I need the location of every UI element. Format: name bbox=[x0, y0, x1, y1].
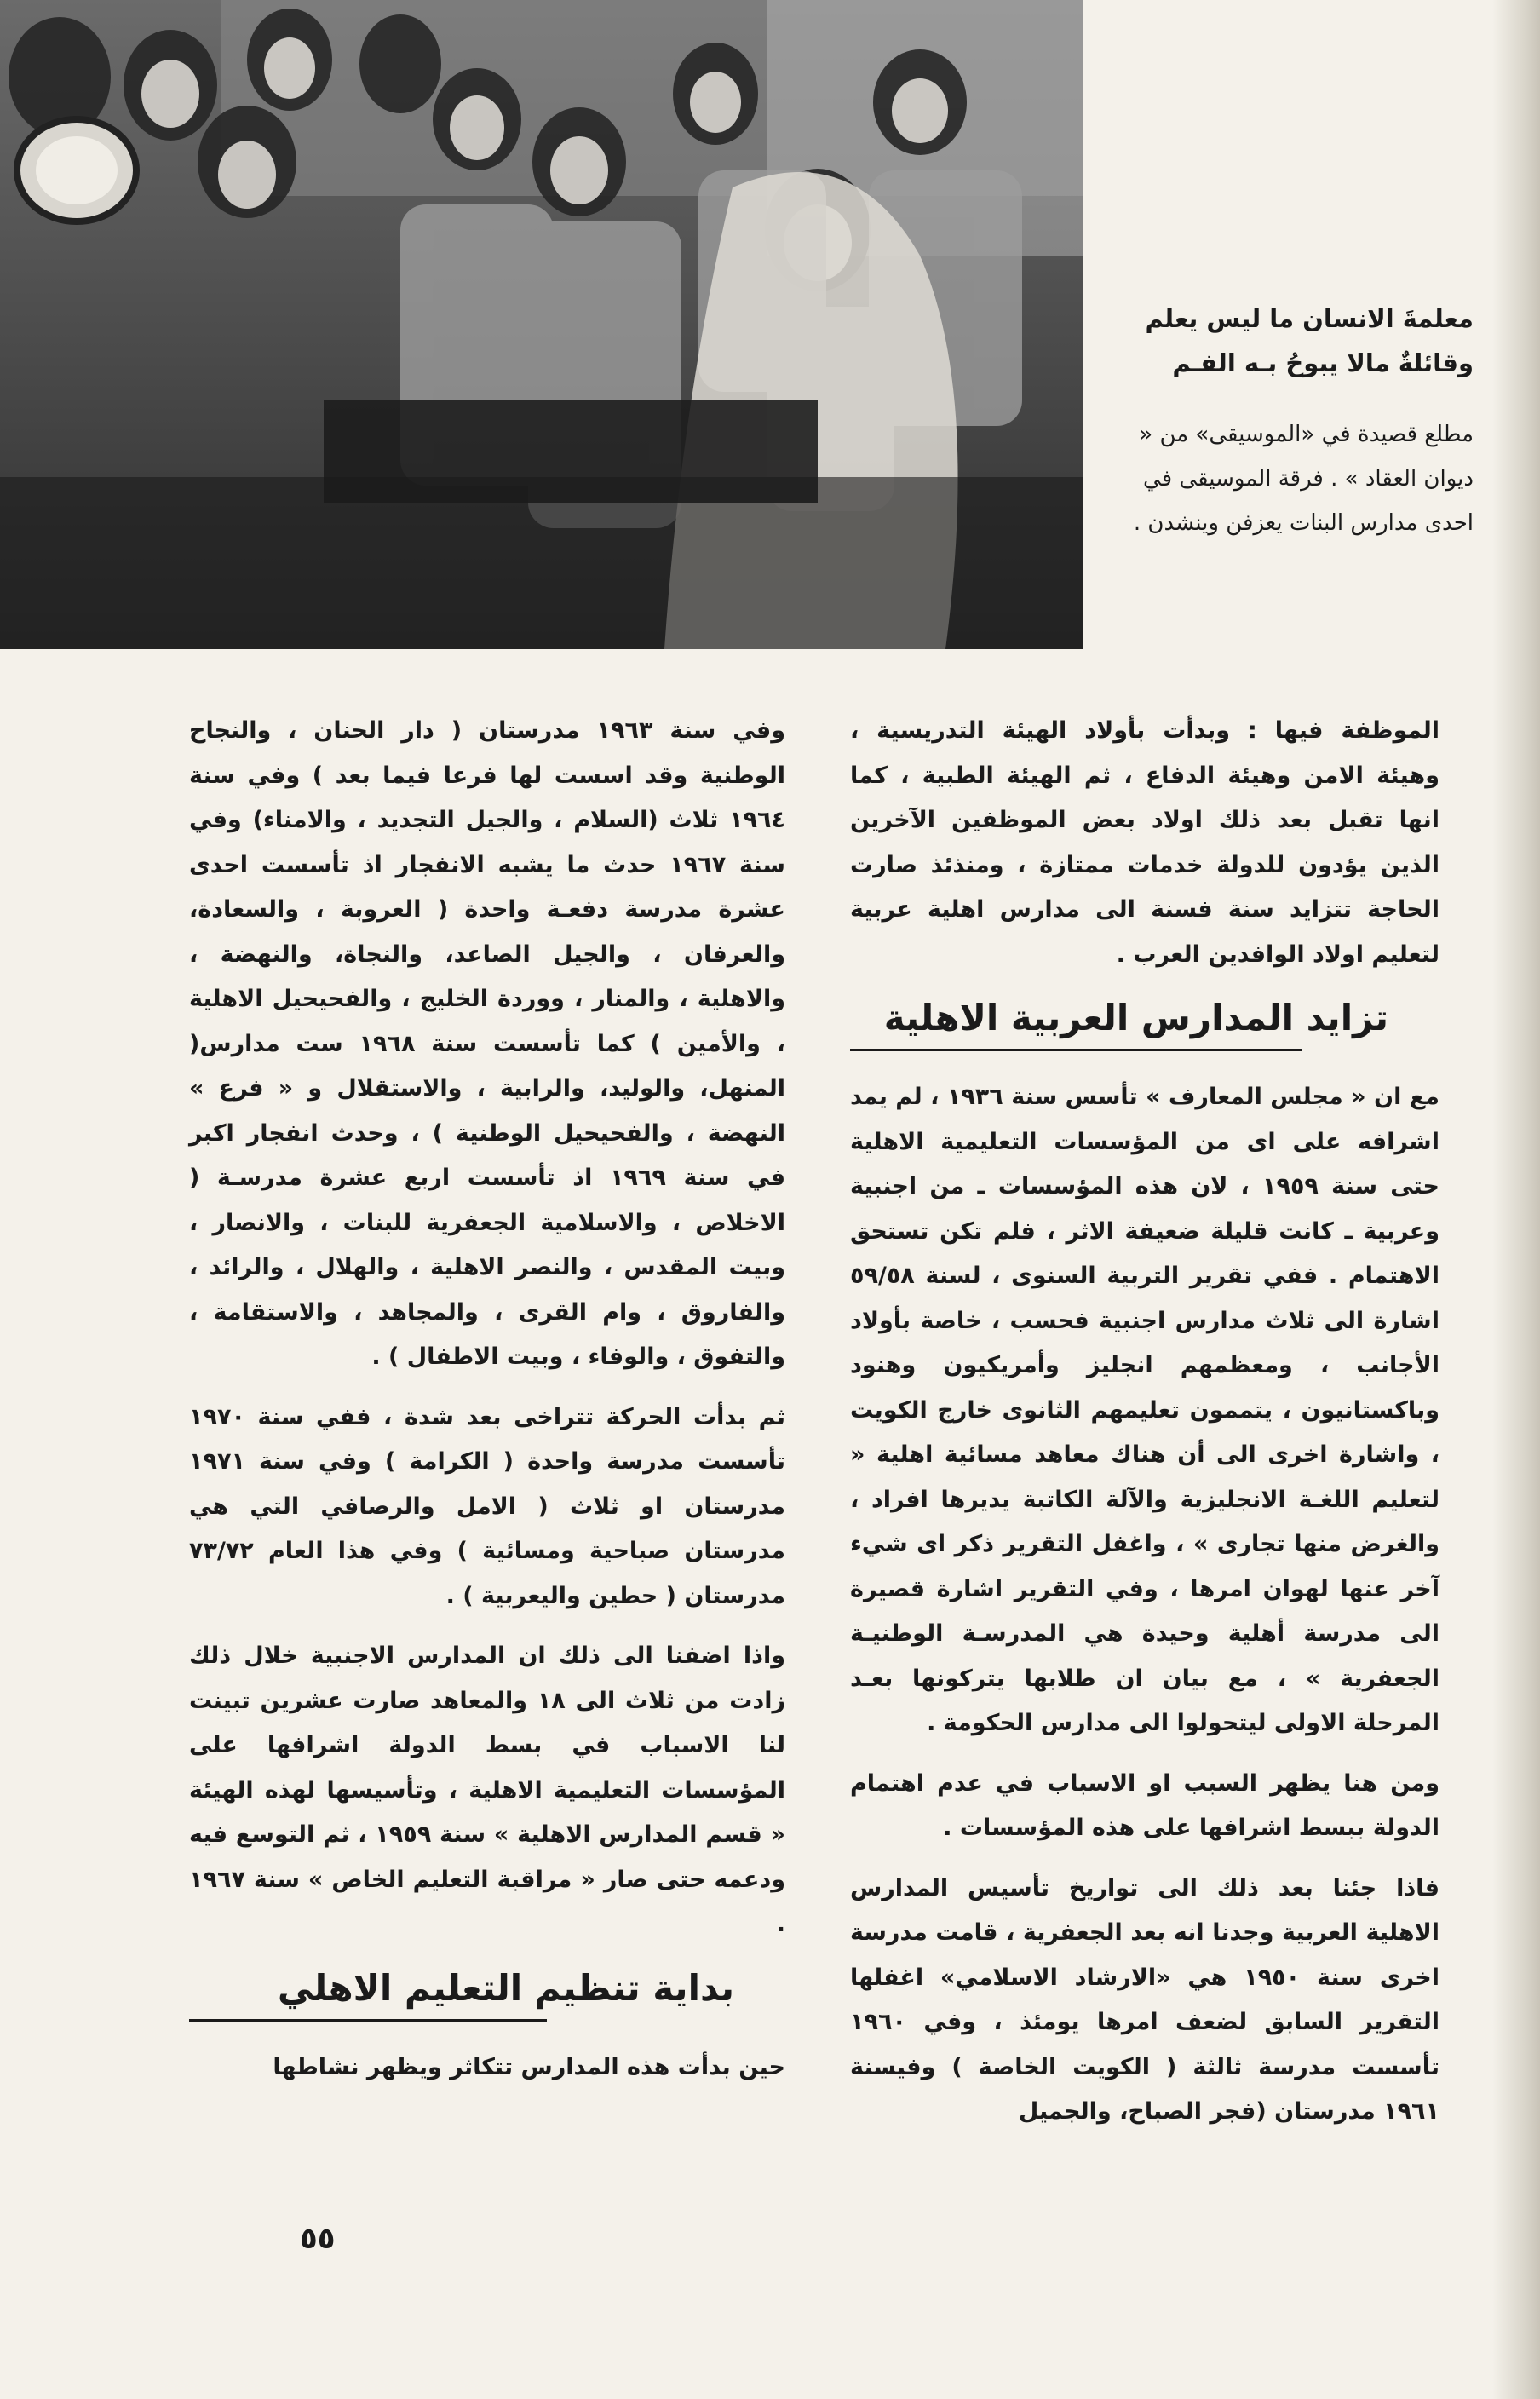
paragraph: ومن هنا يظهر السبب او الاسباب في عدم اهتمام الدولة ببسط اشرافها على هذه المؤسسات . bbox=[850, 1769, 1439, 1841]
verse-line-1: معلمةَ الانسان ما ليس يعلم bbox=[1145, 304, 1474, 333]
page-number: ٥٥ bbox=[300, 2222, 336, 2256]
verse-line-2: وقائلةٌ مالا يبوحُ بـه الفـم bbox=[1172, 348, 1474, 377]
paragraph: الموظفة فيها : وبدأت بأولاد الهيئة التدريسية ، وهيئة الامن وهيئة الدفاع ، ثم الهيئة الطبية ، كما انها تقبل بعد ذلك اولاد بعض الموظفين الآخرين الذين يؤدون للدولة خدمات ممتازة ، ومنذئذ صارت الحاجة تتزايد سنة فسنة الى مدارس اهلية عربية لتعليم اولاد الوافدين العرب . bbox=[850, 717, 1439, 968]
left-column bbox=[189, 709, 785, 2105]
paragraph: حين بدأت هذه المدارس تتكاثر ويظهر نشاطها bbox=[273, 2053, 785, 2080]
paragraph: فاذا جئنا بعد ذلك الى تواريخ تأسيس المدارس الاهلية العربية وجدنا انه بعد الجعفرية ، قامت مدرسة اخرى سنة ١٩٥٠ هي «الارشاد الاسلامي» اغفلها التقرير السابق لضعف امرها يومئذ ، وفي ١٩٦٠ تأسست مدرسة ثالثة ( الكويت الخاصة ) وفيسنة ١٩٦١ مدرستان (فجر الصباح، والجميل bbox=[850, 1874, 1439, 2125]
paragraph: مع ان « مجلس المعارف » تأسس سنة ١٩٣٦ ، لم يمد اشرافه على اى من المؤسسات التعليمية الاهلية حتى سنة ١٩٥٩ ، لان هذه المؤسسات ـ من اجنبية وعربية ـ كانت قليلة ضعيفة الاثر ، فلم تكن تستحق الاهتمام . ففي تقرير التربية السنوى ، لسنة ٥٩/٥٨ اشارة الى ثلاث مدارس اجنبية فحسب ، خاصة بأولاد الأجانب ، ومعظمهم انجليز وأمريكيون وهنود وباكستانيون ، يتممون تعليمهم الثانوى خارج الكويت ، واشارة اخرى الى أن هناك معاهد مسائية اهلية « لتعليم اللغـة الانجليزية والآلة الكاتبة يديرها افراد ، والغرض منها تجارى » ، واغفل التقرير ذكر اى شيء آخر عنها لهوان امرها ، وفي التقرير اشارة قصيرة الى مدرسة أهلية وحيدة هي المدرسـة الوطنيـة الجعفرية » ، مع بيان ان طلابها يتركونها بعـد المرحلة الاولى ليتحولوا الى مدارس الحكومة . bbox=[850, 1084, 1439, 1736]
music-band-photo bbox=[0, 0, 1083, 649]
paragraph: وفي سنة ١٩٦٣ مدرستان ( دار الحنان ، والنجاح الوطنية وقد اسست لها فرعا فيما بعد ) وفي سنة ١٩٦٤ ثلاث (السلام ، والجيل التجديد ، والامناء) وفي سنة ١٩٦٧ حدث ما يشبه الانفجار اذ تأسست احدى عشرة مدرسة دفعـة واحدة ( العروبة ، والسعادة، والعرفان ، والجيل الصاعد، والنجاة، والنهضة ، والاهلية ، والمنار ، ووردة الخليج ، والفحيحيل الاهلية ، والأمين ) كما تأسست سنة ١٩٦٨ ست مدارس( المنهل، والوليد، والرابية ، والاستقلال و « فرع » النهضة ، والفحيحيل الوطنية ) ، وحدث انفجار اكبر في سنة ١٩٦٩ اذ تأسست اربع عشرة مدرسـة ( الاخلاص ، والاسلامية الجعفرية للبنات ، والانصار ، وبيت المقدس ، والنصر الاهلية ، والهلال ، والرائد ، والفاروق ، وام القرى ، والمجاهد ، والاستقامة ، والتفوق ، والوفاء ، وبيت الاطفال ) . bbox=[189, 717, 786, 1370]
section-heading bbox=[189, 1963, 785, 2022]
section-heading-text: بداية تنظيم التعليم الاهلي bbox=[277, 1966, 734, 2009]
caption-text: مطلع قصيدة في «الموسيقى» من « ديوان العقاد » . فرقة الموسيقى في احدى مدارس البنات يعزفن وينشدن . bbox=[1133, 422, 1474, 536]
photo-illustration bbox=[0, 0, 1083, 649]
right-column bbox=[850, 709, 1439, 2150]
paragraph: ثم بدأت الحركة تتراخى بعد شدة ، ففي سنة ١٩٧٠ تأسست مدرسة واحدة ( الكرامة ) وفي سنة ١٩٧١ مدرستان او ثلاث ( الامل والرصافي التي هي مدرستان صباحية ومسائية ) وفي هذا العام ٧٣/٧٢ مدرستان ( حطين واليعربية ) . bbox=[189, 1403, 785, 1609]
page-edge-shadow bbox=[1492, 0, 1540, 2399]
section-heading bbox=[850, 992, 1439, 1051]
heading-underline bbox=[189, 2019, 547, 2022]
paragraph: واذا اضفنا الى ذلك ان المدارس الاجنبية خلال ذلك زادت من ثلاث الى ١٨ والمعاهد صارت عشرين تبينت لنا الاسباب في بسط الدولة اشرافها على المؤسسات التعليمية الاهلية ، وتأسيسها لهذه الهيئة « قسم المدارس الاهلية » سنة ١٩٥٩ ، ثم التوسع فيه ودعمه حتى صار « مراقبة التعليم الخاص » سنة ١٩٦٧ . bbox=[189, 1642, 785, 1937]
photo-caption bbox=[1107, 296, 1474, 545]
heading-underline bbox=[850, 1049, 1302, 1051]
section-heading-text: تزايد المدارس العربية الاهلية bbox=[883, 997, 1388, 1038]
